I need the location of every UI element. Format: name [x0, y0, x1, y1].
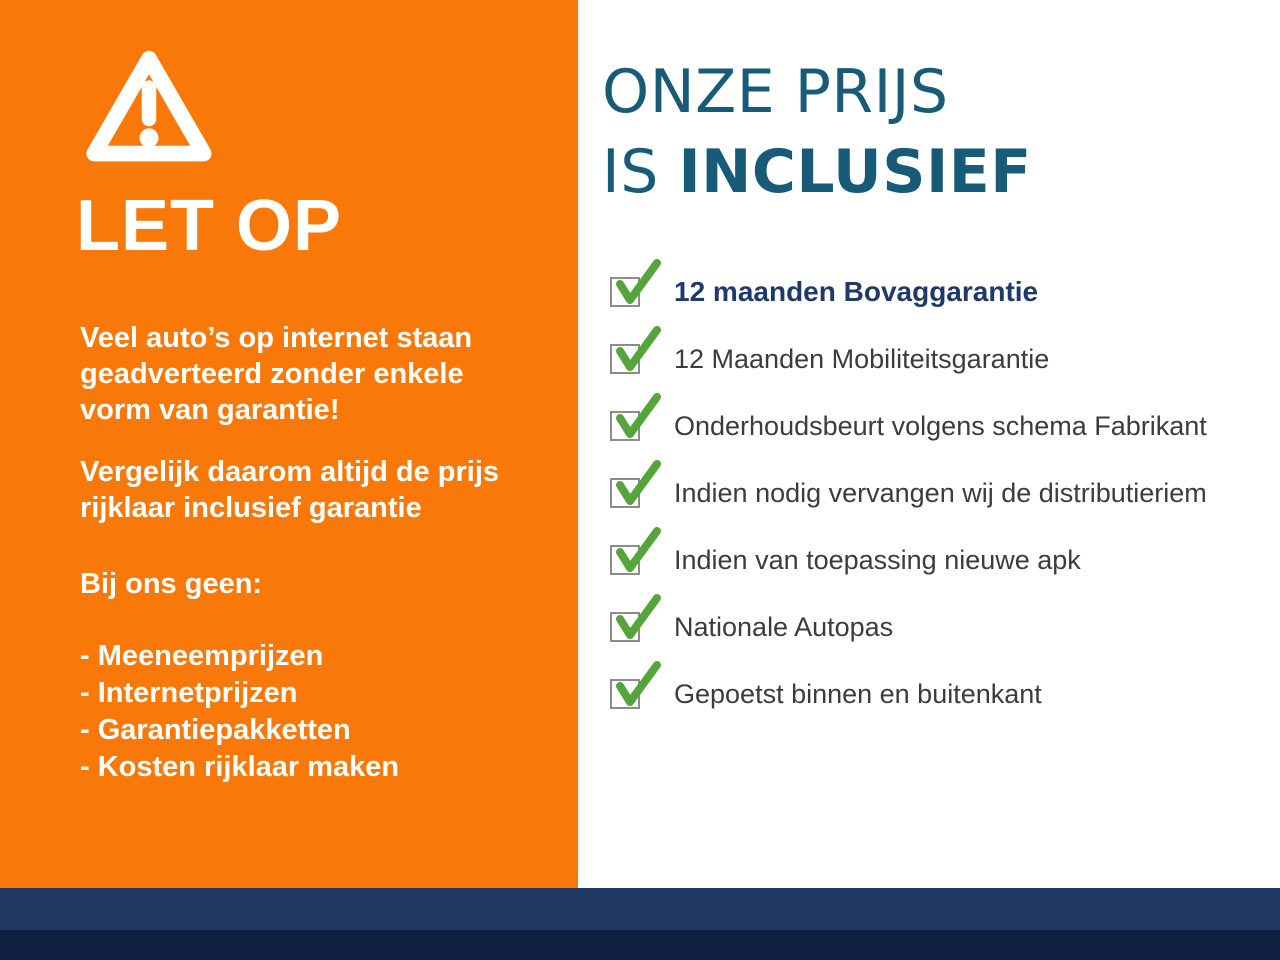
- checklist-label: Gepoetst binnen en buitenkant: [674, 678, 1042, 709]
- warning-panel: [0, 0, 578, 888]
- checkbox-checked-icon: [610, 411, 640, 441]
- page-title: [602, 52, 1264, 212]
- no-extra-costs-list: [80, 638, 540, 786]
- checklist-label: 12 maanden Bovaggarantie: [674, 276, 1039, 307]
- heading-line2-prefix: IS: [602, 137, 679, 207]
- price-includes-panel: [578, 0, 1280, 888]
- list-item: - Meeneemprijzen: [80, 640, 324, 672]
- footer-band-lower: [0, 930, 1280, 960]
- intro-paragraph: Veel auto’s op internet staan geadverteerd zonder enkele vorm van garantie!: [80, 322, 473, 426]
- warning-triangle-icon: [82, 46, 216, 174]
- warning-title: LET OP: [76, 186, 343, 266]
- checklist-row: [610, 473, 1264, 513]
- list-item: - Garantiepakketten: [80, 714, 351, 746]
- checklist-row: [610, 674, 1264, 714]
- checklist-row: [610, 540, 1264, 580]
- checklist-row: [610, 406, 1264, 446]
- checklist-label: Nationale Autopas: [674, 611, 894, 642]
- checklist-row: [610, 607, 1264, 647]
- none-heading-paragraph: Bij ons geen:: [80, 568, 263, 600]
- checklist-label: 12 Maanden Mobiliteitsgarantie: [674, 343, 1050, 374]
- footer-band-upper: [0, 888, 1280, 930]
- checklist-label: Indien van toepassing nieuwe apk: [674, 544, 1081, 575]
- checkbox-checked-icon: [610, 344, 640, 374]
- checklist-label: Indien nodig vervangen wij de distributieriem: [674, 477, 1207, 508]
- checkbox-checked-icon: [610, 545, 640, 575]
- checklist-row: [610, 339, 1264, 379]
- checklist-label: Onderhoudsbeurt volgens schema Fabrikant: [674, 410, 1207, 441]
- list-item: - Internetprijzen: [80, 677, 298, 709]
- checkbox-checked-icon: [610, 277, 640, 307]
- checkbox-checked-icon: [610, 478, 640, 508]
- included-items-checklist: [610, 272, 1264, 714]
- compare-paragraph: Vergelijk daarom altijd de prijs rijklaar inclusief garantie: [80, 456, 500, 524]
- heading-line2-bold: INCLUSIEF: [678, 137, 1032, 207]
- list-item: - Kosten rijklaar maken: [80, 751, 400, 783]
- checklist-row: [610, 272, 1264, 312]
- checkbox-checked-icon: [610, 612, 640, 642]
- heading-line1: ONZE PRIJS: [602, 57, 949, 127]
- checkbox-checked-icon: [610, 679, 640, 709]
